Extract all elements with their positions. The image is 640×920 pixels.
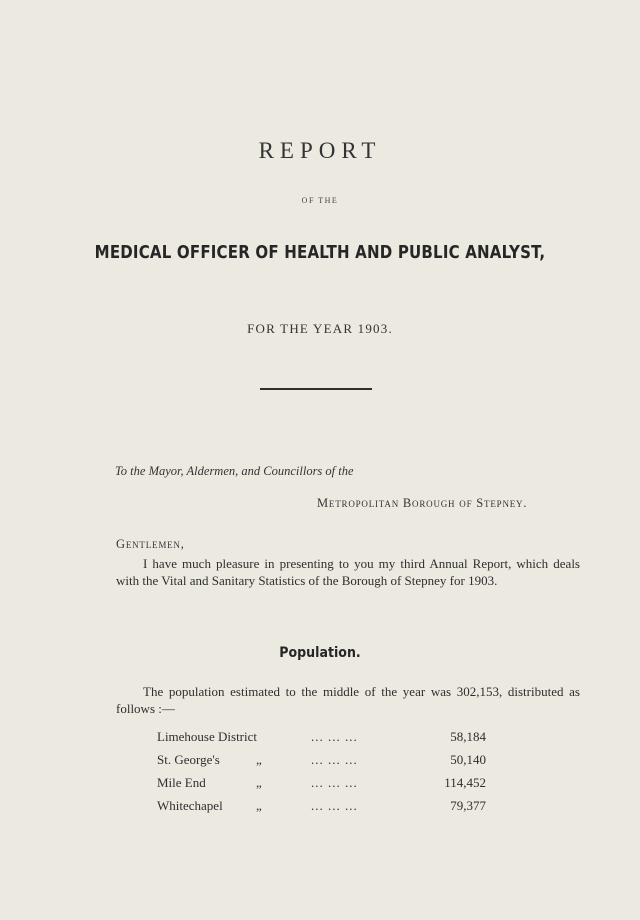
of-the-label: OF THE: [301, 196, 339, 205]
district-ditto: „: [256, 798, 262, 813]
divider-rule: [260, 388, 372, 390]
district-ditto: „: [256, 775, 262, 790]
report-title: REPORT: [258, 138, 382, 163]
leader-dots: ... ... ...: [311, 798, 358, 813]
leader-dots: ... ... ...: [311, 729, 358, 744]
main-heading: MEDICAL OFFICER OF HEALTH AND PUBLIC ANALYST,: [94, 243, 546, 263]
address-line: To the Mayor, Aldermen, and Councillors of the: [115, 464, 354, 478]
district-name: St. George's: [157, 752, 220, 767]
intro-paragraph: I have much pleasure in presenting to you my third Annual Report, which deals with the Vital and Sanitary Statistics of the Borough of Stepney for 1903.: [116, 556, 580, 588]
salutation: Gentlemen,: [116, 537, 185, 551]
leader-dots: ... ... ...: [311, 775, 358, 790]
population-heading: Population.: [279, 645, 361, 661]
district-name: Limehouse District: [157, 729, 258, 744]
district-row: [0, 729, 640, 749]
district-name: Whitechapel: [157, 798, 223, 813]
district-population: 79,377: [450, 798, 486, 813]
district-row: [0, 752, 640, 772]
district-row: [0, 798, 640, 818]
borough-line: Metropolitan Borough of Stepney.: [317, 496, 528, 510]
district-ditto: „: [256, 752, 262, 767]
district-name: Mile End: [157, 775, 206, 790]
population-paragraph: The population estimated to the middle of the year was 302,153, distributed as follows :—: [116, 684, 580, 716]
district-population: 50,140: [450, 752, 486, 767]
leader-dots: ... ... ...: [311, 752, 358, 767]
district-population: 58,184: [450, 729, 486, 744]
district-population: 114,452: [444, 775, 486, 790]
year-line: FOR THE YEAR 1903.: [247, 321, 393, 336]
district-row: [0, 775, 640, 795]
